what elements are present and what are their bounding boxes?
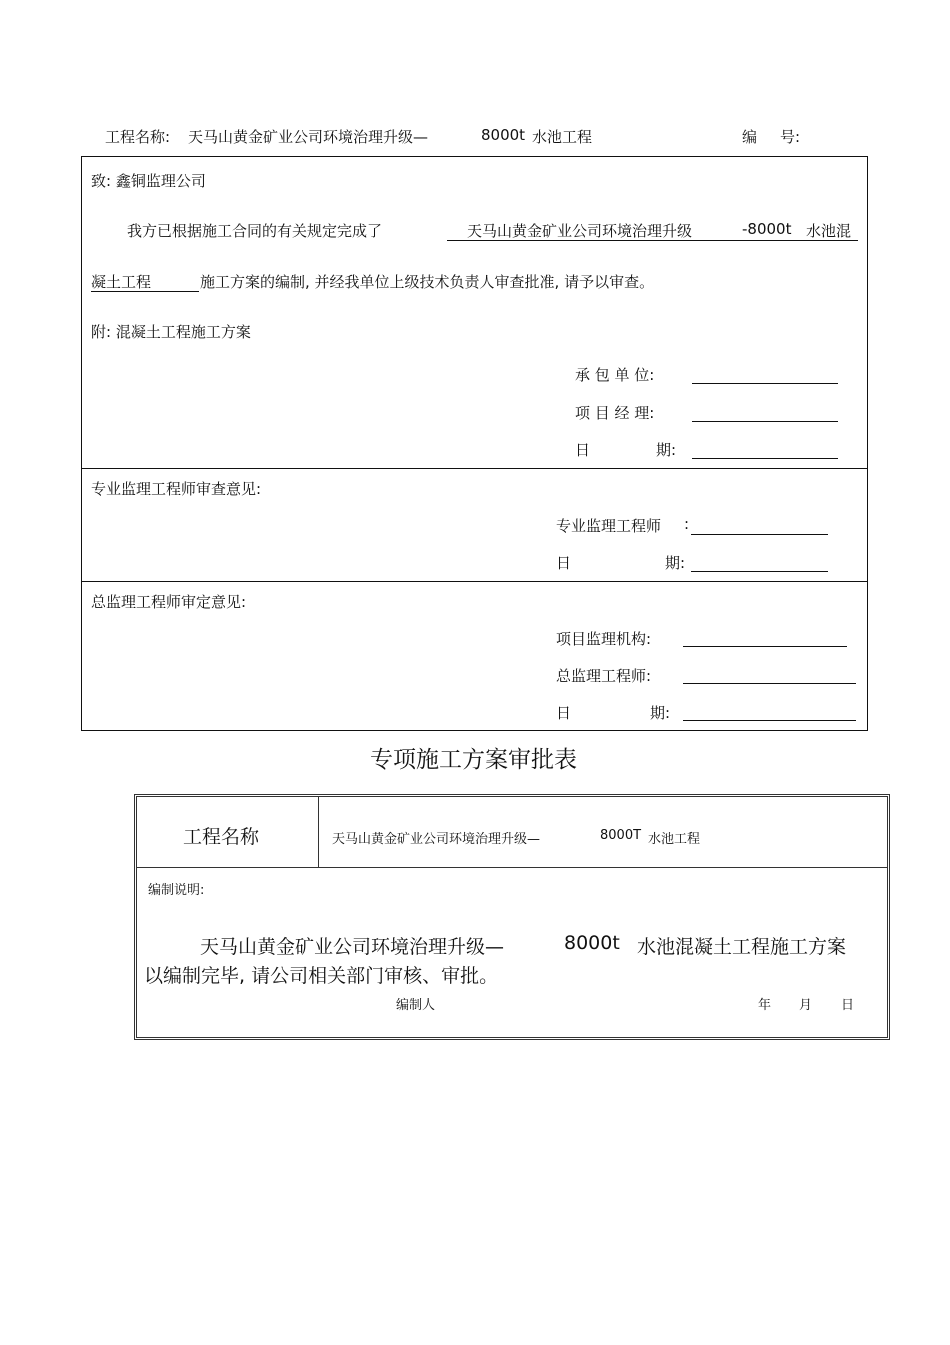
body-line2-rest: 施工方案的编制, 并经我单位上级技术负责人审查批准, 请予以审查。 (200, 273, 655, 291)
divider (82, 581, 867, 582)
project-name-label: 工程名称 (183, 826, 260, 848)
chief-opinion-title: 总监理工程师审定意见: (91, 593, 247, 611)
approval-title: 专项施工方案审批表 (370, 747, 577, 773)
project-name-num: 8000T (600, 828, 642, 843)
project-suffix: 水池工程 (532, 128, 593, 146)
project-name-suffix: 水池工程 (648, 832, 701, 847)
divider (318, 797, 319, 867)
date-label-period: 期: (656, 441, 677, 459)
note-line1-a: 天马山黄金矿业公司环境治理升级— (200, 936, 505, 958)
body-line2-project: 凝土工程 (91, 273, 152, 291)
project-num: 8000t (481, 126, 526, 144)
submission-form (81, 156, 868, 731)
number-label: 编 (742, 128, 758, 146)
attachment: 附: 混凝土工程施工方案 (91, 323, 251, 341)
contractor-unit-field[interactable] (692, 383, 838, 384)
project-underline (447, 240, 858, 241)
number-label-2: 号: (780, 128, 801, 146)
note-line1-num: 8000t (564, 932, 620, 954)
project-manager-label: 项 目 经 理: (575, 404, 655, 422)
engineer-date-field[interactable] (691, 571, 828, 572)
engineer-date-period: 期: (665, 554, 686, 572)
body-line1-num: -8000t (742, 220, 792, 238)
compiler-label: 编制人 (396, 998, 436, 1013)
project-manager-field[interactable] (692, 421, 838, 422)
date-field[interactable] (692, 458, 838, 459)
body-line1-suffix: 水池混 (806, 222, 852, 240)
divider (82, 468, 867, 469)
compile-note-label: 编制说明: (148, 883, 205, 898)
project-name: 天马山黄金矿业公司环境治理升级— (188, 128, 429, 146)
day-label: 日 (841, 998, 855, 1013)
contractor-unit-label: 承 包 单 位: (575, 366, 655, 384)
chief-date-field[interactable] (683, 720, 856, 721)
engineer-label: 专业监理工程师 (556, 517, 662, 535)
engineer-field[interactable] (691, 534, 828, 535)
addressee: 致: 鑫铜监理公司 (91, 172, 206, 190)
engineer-colon: : (684, 515, 690, 533)
note-line1-b: 水池混凝土工程施工方案 (637, 936, 847, 958)
chief-date-day: 日 (556, 704, 572, 722)
supervision-org-label: 项目监理机构: (556, 630, 652, 648)
supervision-org-field[interactable] (683, 646, 847, 647)
chief-engineer-label: 总监理工程师: (556, 667, 652, 685)
month-label: 月 (799, 998, 813, 1013)
project-name-value: 天马山黄金矿业公司环境治理升级— (332, 832, 541, 847)
date-label-day: 日 (575, 441, 591, 459)
note-line2: 以编制完毕, 请公司相关部门审核、审批。 (144, 965, 499, 987)
project-underline (91, 291, 199, 292)
year-label: 年 (758, 998, 772, 1013)
divider (137, 867, 887, 868)
engineer-opinion-title: 专业监理工程师审查意见: (91, 480, 262, 498)
project-label: 工程名称: (105, 128, 171, 146)
body-line1-project: 天马山黄金矿业公司环境治理升级 (467, 222, 693, 240)
engineer-date-day: 日 (556, 554, 572, 572)
chief-engineer-field[interactable] (683, 683, 856, 684)
chief-date-period: 期: (650, 704, 671, 722)
body-line1-prefix: 我方已根据施工合同的有关规定完成了 (127, 222, 383, 240)
